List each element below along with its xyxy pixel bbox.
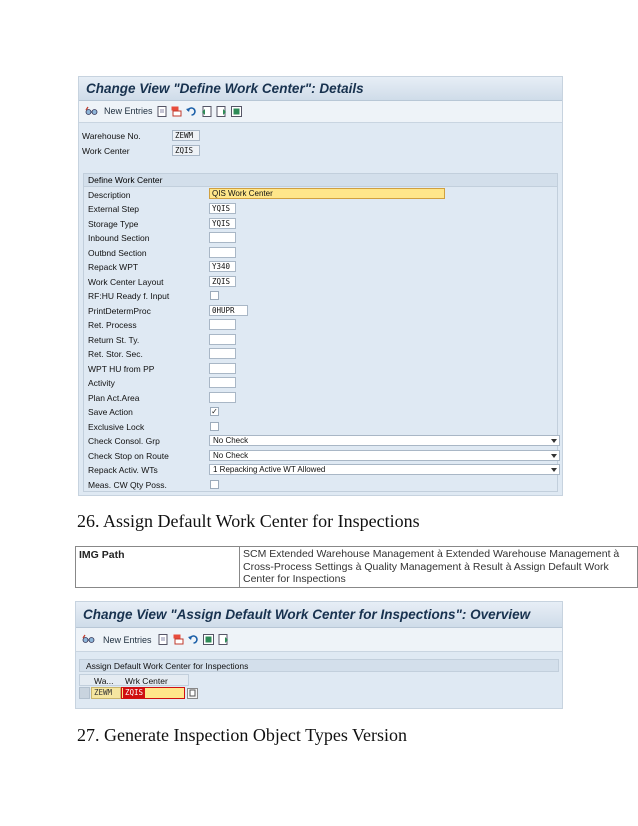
table-header [79, 674, 189, 686]
define-work-center-group [83, 173, 558, 492]
wpt-hu-from-pp-input[interactable] [209, 363, 236, 374]
dropdown-arrow-icon[interactable] [551, 468, 557, 472]
copy-icon[interactable] [187, 688, 198, 699]
undo-icon[interactable] [188, 634, 199, 645]
img-path-label: IMG Path [76, 547, 240, 587]
ret-stor-sec-label: Ret. Stor. Sec. [88, 349, 143, 359]
warehouse-no-field: ZEWM [172, 130, 200, 141]
select-all-icon[interactable] [231, 106, 242, 117]
rf-hu-ready-checkbox[interactable] [210, 291, 219, 300]
ret-process-input[interactable] [209, 319, 236, 330]
ret-process-label: Ret. Process [88, 320, 137, 330]
storage-type-label: Storage Type [88, 219, 139, 229]
img-path-line-3: Center for Inspections [243, 573, 346, 585]
print-determ-proc-input[interactable]: 0HUPR [209, 305, 248, 316]
work-center-cell[interactable] [121, 687, 185, 699]
copy-icon[interactable] [171, 106, 182, 117]
rf-hu-ready-label: RF:HU Ready f. Input [88, 291, 170, 301]
description-label: Description [88, 190, 131, 200]
check-consol-grp-dropdown[interactable] [209, 435, 560, 446]
meas-cw-qty-poss-checkbox[interactable] [210, 480, 219, 489]
dropdown-arrow-icon[interactable] [551, 439, 557, 443]
copy-icon[interactable] [173, 634, 184, 645]
table-title-bar [79, 659, 559, 672]
external-step-input[interactable]: YQIS [209, 203, 236, 214]
next-entry-icon[interactable] [218, 634, 229, 645]
screen-title: Change View "Define Work Center": Details [79, 77, 562, 101]
new-entries-button[interactable]: New Entries [103, 635, 152, 645]
warehouse-cell[interactable]: ZEWM [91, 687, 121, 699]
return-st-ty-input[interactable] [209, 334, 236, 345]
dropdown-arrow-icon[interactable] [551, 454, 557, 458]
inbound-section-input[interactable] [209, 232, 236, 243]
outbnd-section-label: Outbnd Section [88, 248, 147, 258]
img-path-value [241, 547, 637, 587]
section-26-heading: 26. Assign Default Work Center for Inspections [77, 511, 420, 531]
activity-label: Activity [88, 378, 115, 388]
check-consol-grp-value: No Check [213, 436, 249, 445]
print-determ-proc-label: PrintDetermProc [88, 306, 151, 316]
work-center-field: ZQIS [172, 145, 200, 156]
save-action-label: Save Action [88, 407, 133, 417]
undo-icon[interactable] [186, 106, 197, 117]
outbnd-section-input[interactable] [209, 247, 236, 258]
ret-stor-sec-input[interactable] [209, 348, 236, 359]
assign-default-work-center-screen [75, 601, 563, 709]
toolbar [79, 101, 562, 123]
new-document-icon[interactable] [158, 634, 169, 645]
repack-wpt-input[interactable]: Y340 [209, 261, 236, 272]
section-27-heading: 27. Generate Inspection Object Types Version [77, 725, 407, 745]
plan-act-area-input[interactable] [209, 392, 236, 403]
check-stop-on-route-dropdown[interactable] [209, 450, 560, 461]
work-center-label: Work Center [82, 146, 130, 156]
glasses-icon[interactable] [82, 634, 95, 645]
glasses-icon[interactable] [85, 106, 98, 117]
column-header-work-center[interactable]: Wrk Center [125, 676, 168, 686]
define-work-center-screen [78, 76, 563, 496]
activity-input[interactable] [209, 377, 236, 388]
work-center-value: ZQIS [125, 688, 144, 697]
repack-wpt-label: Repack WPT [88, 262, 139, 272]
warehouse-no-label: Warehouse No. [82, 131, 141, 141]
toolbar [76, 628, 562, 652]
description-input[interactable]: QIS Work Center [209, 188, 445, 199]
repack-activ-wts-value: 1 Repacking Active WT Allowed [213, 465, 326, 474]
group-title: Define Work Center [84, 174, 557, 187]
inbound-section-label: Inbound Section [88, 233, 150, 243]
repack-activ-wts-label: Repack Activ. WTs [88, 465, 158, 475]
new-document-icon[interactable] [157, 106, 168, 117]
return-st-ty-label: Return St. Ty. [88, 335, 140, 345]
screen-title: Change View "Assign Default Work Center for Inspections": Overview [76, 602, 562, 628]
check-stop-on-route-value: No Check [213, 451, 249, 460]
table-title: Assign Default Work Center for Inspections [86, 661, 249, 671]
row-selector[interactable] [79, 687, 90, 699]
check-stop-on-route-label: Check Stop on Route [88, 451, 169, 461]
exclusive-lock-checkbox[interactable] [210, 422, 219, 431]
select-all-icon[interactable] [203, 634, 214, 645]
check-consol-grp-label: Check Consol. Grp [88, 436, 160, 446]
repack-activ-wts-dropdown[interactable] [209, 464, 560, 475]
img-path-line-2: Cross-Process Settings à Quality Management à Result à Assign Default Work [243, 560, 609, 573]
new-entries-button[interactable]: New Entries [104, 106, 153, 116]
external-step-label: External Step [88, 204, 140, 214]
exclusive-lock-label: Exclusive Lock [88, 422, 145, 432]
meas-cw-qty-poss-label: Meas. CW Qty Poss. [88, 480, 167, 490]
work-center-layout-input[interactable]: ZQIS [209, 276, 236, 287]
img-path-line-1: SCM Extended Warehouse Management à Extended Warehouse Management à [243, 548, 620, 560]
plan-act-area-label: Plan Act.Area [88, 393, 140, 403]
storage-type-input[interactable]: YQIS [209, 218, 236, 229]
column-header-warehouse[interactable]: Wa... [94, 676, 114, 686]
wpt-hu-from-pp-label: WPT HU from PP [88, 364, 155, 374]
work-center-layout-label: Work Center Layout [88, 277, 164, 287]
save-action-checkbox[interactable]: ✓ [211, 407, 218, 416]
next-entry-icon[interactable] [216, 106, 227, 117]
previous-entry-icon[interactable] [201, 106, 212, 117]
img-path-table [75, 546, 638, 588]
